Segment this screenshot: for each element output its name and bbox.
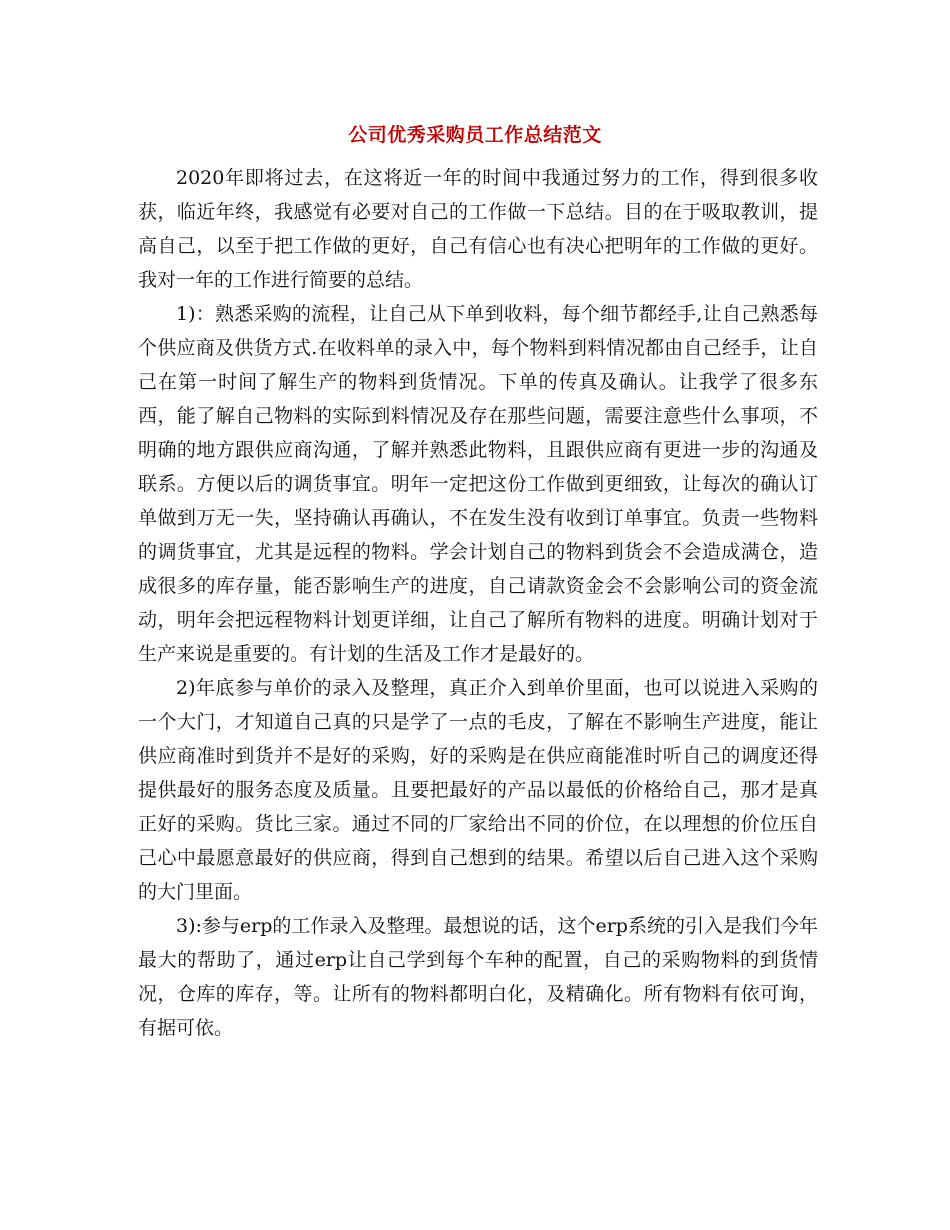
document-title: 公司优秀采购员工作总结范文 xyxy=(348,124,602,146)
paragraph-intro: 2020年即将过去，在这将近一年的时间中我通过努力的工作，得到很多收获，临近年终，我感觉有必要对自己的工作做一下总结。目的在于吸取教训，提高自己，以至于把工作做的更好，自己有信心也有决心把明年的工作做的更好。我对一年的工作进行简要的总结。 xyxy=(138,167,818,291)
paragraph-item-3: 3):参与erp的工作录入及整理。最想说的话，这个erp系统的引入是我们今年最大的帮助了，通过erp让自己学到每个车种的配置，自己的采购物料的到货情况，仓库的库存，等。让所有的物料都明白化，及精确化。所有物料有依可询，有据可依。 xyxy=(138,915,818,1039)
document-body xyxy=(138,161,818,1045)
paragraph-item-1: 1)：熟悉采购的流程，让自己从下单到收料，每个细节都经手,让自己熟悉每个供应商及供货方式.在收料单的录入中，每个物料到料情况都由自己经手，让自己在第一时间了解生产的物料到货情况。下单的传真及确认。让我学了很多东西，能了解自己物料的实际到料情况及存在那些问题，需要注意些什么事项，不明确的地方跟供应商沟通，了解并熟悉此物料，且跟供应商有更进一步的沟通及联系。方便以后的调货事宜。明年一定把这份工作做到更细致，让每次的确认订单做到万无一失，坚持确认再确认，不在发生没有收到订单事宜。负责一些物料的调货事宜，尤其是远程的物料。学会计划自己的物料到货会不会造成满仓，造成很多的库存量，能否影响生产的进度，自己请款资金会不会影响公司的资金流动，明年会把远程物料计划更详细，让自己了解所有物料的进度。明确计划对于生产来说是重要的。有计划的生活及工作才是最好的。 xyxy=(138,303,818,665)
paragraph-item-2: 2)年底参与单价的录入及整理，真正介入到单价里面，也可以说进入采购的一个大门，才知道自己真的只是学了一点的毛皮，了解在不影响生产进度，能让供应商准时到货并不是好的采购，好的采购是在供应商能准时听自己的调度还得提供最好的服务态度及质量。且要把最好的产品以最低的价格给自己，那才是真正好的采购。货比三家。通过不同的厂家给出不同的价位，在以理想的价位压自己心中最愿意最好的供应商，得到自己想到的结果。希望以后自己进入这个采购的大门里面。 xyxy=(138,677,818,903)
